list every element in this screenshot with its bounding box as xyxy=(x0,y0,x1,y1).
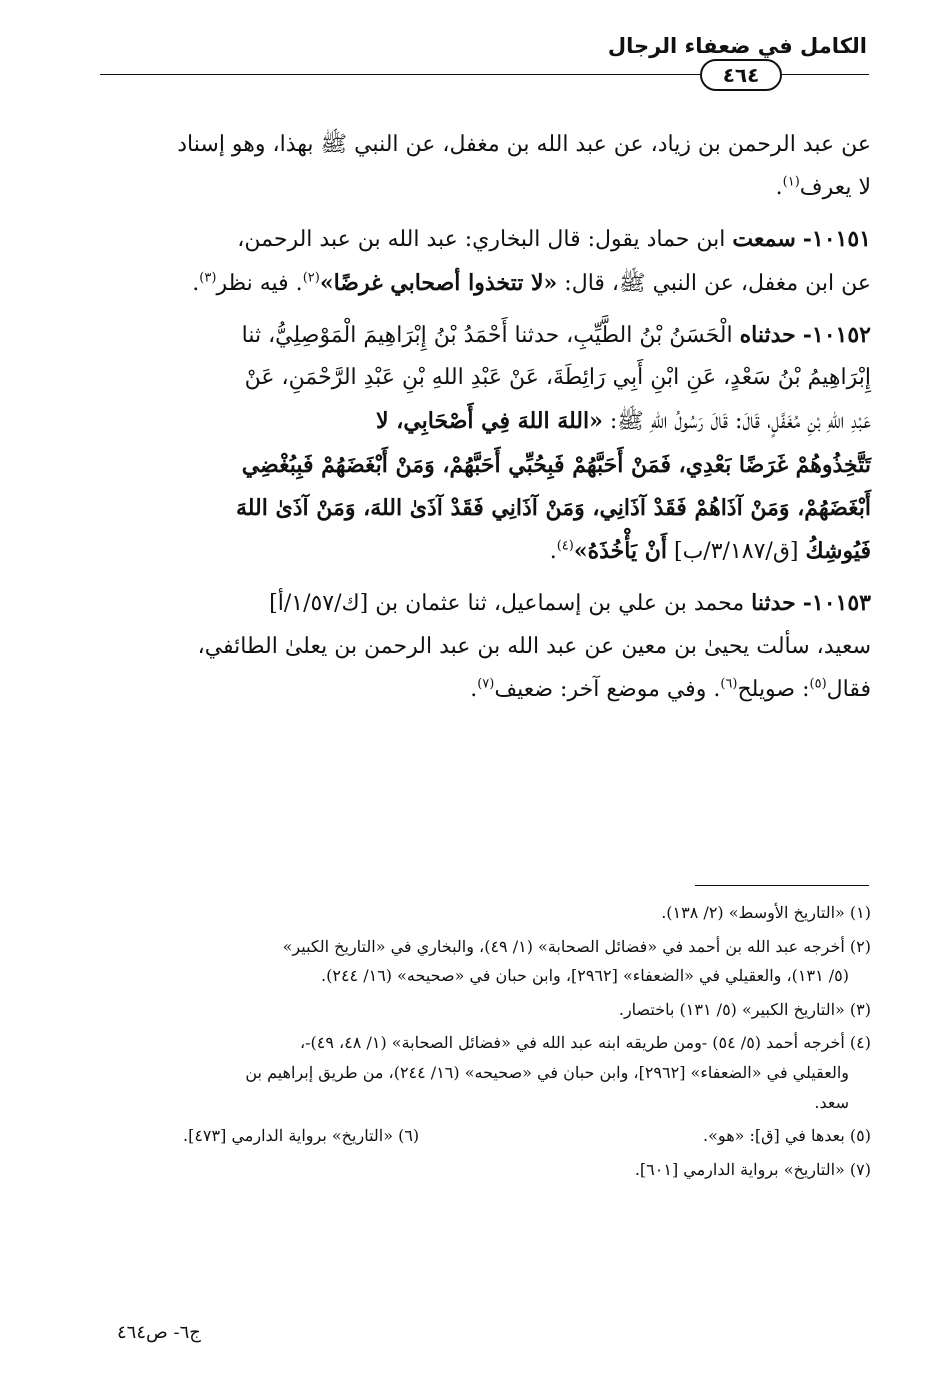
text-span: الْحَسَنُ بْنُ الطَّيِّبِ، حدثنا أَحْمَدُ بْنُ إِبْرَاهِيمَ الْمَوْصِلِيُّ، ثنا xyxy=(241,322,733,348)
footnote-line: (٤) أخرجه أحمد (٥/ ٥٤) -ومن طريقه ابنه عبد الله في «فضائل الصحابة» (١/ ٤٨، ٤٩)-، xyxy=(299,1033,871,1053)
footnote-5: (٥) بعدها في [ق]: «هو». xyxy=(703,1126,871,1146)
running-header-title: الكامل في ضعفاء الرجال xyxy=(607,34,867,58)
text-line: عن عبد الرحمن بن زياد، عن عبد الله بن مغفل، عن النبي ﷺ بهذا، وهو إسناد xyxy=(177,132,871,157)
hadith-text: أَنْ يَأْخُذَهُ» xyxy=(573,538,668,565)
text-line xyxy=(103,262,871,306)
text-line xyxy=(103,669,871,712)
text-span: . فيه نظر xyxy=(216,270,303,296)
main-text xyxy=(103,124,871,712)
text-line xyxy=(103,218,871,262)
text-span: . xyxy=(549,539,557,565)
footnote-line: (٥/ ١٣١)، والعقيلي في «الضعفاء» [٢٩٦٢]، وابن حبان في «صحيحه» (١٦/ ٢٤٤). xyxy=(321,966,849,986)
text-line: سعيد، سألت يحيىٰ بن معين عن عبد الله بن عبد الرحمن بن يعلىٰ الطائفي، xyxy=(197,633,871,659)
text-span: لا يعرف xyxy=(799,174,871,200)
paragraph-continuation xyxy=(103,124,871,210)
hadith-text: «لا تتخذوا أصحابي غرضًا» xyxy=(319,269,558,296)
text-span: : صويلح xyxy=(737,676,810,702)
narration-keyword: سمعت xyxy=(732,225,796,252)
text-line xyxy=(103,314,871,358)
footnote-ref-5[interactable]: (٥) xyxy=(809,676,827,692)
narration-10151 xyxy=(103,218,871,306)
footnote-6: (٦) «التاريخ» برواية الدارمي [٤٧٣]. xyxy=(183,1126,420,1146)
narration-keyword: حدثناه xyxy=(739,321,796,348)
footnotes xyxy=(103,898,871,1188)
text-line xyxy=(103,530,871,574)
narration-10152 xyxy=(103,314,871,574)
text-span: محمد بن علي بن إسماعيل، ثنا عثمان بن [ك/١/٥٧/أ] xyxy=(269,590,745,616)
narration-10153 xyxy=(103,582,871,712)
text-span: . xyxy=(775,174,783,200)
footnote-ref-1[interactable]: (١) xyxy=(782,174,800,190)
footnote-ref-6[interactable]: (٦) xyxy=(720,676,738,692)
narration-number: ١٠١٥١- xyxy=(802,225,871,252)
footnote-ref-3[interactable]: (٣) xyxy=(199,270,217,286)
footnote-separator xyxy=(695,885,869,886)
footnote-line: سعد. xyxy=(814,1092,849,1112)
text-line: إِبْرَاهِيمُ بْنُ سَعْدٍ، عَنِ ابْنِ أَبِي رَائِطَةَ، عَنْ عَبْدِ اللهِ بْنِ عَبْدِ الرَّحْمَنِ، عَنْ xyxy=(244,365,871,391)
text-line xyxy=(103,167,871,210)
hadith-line: تَتَّخِذُوهُمْ غَرَضًا بَعْدِي، فَمَنْ أَحَبَّهُمْ فَبِحُبِّي أَحَبَّهُمْ، وَمَنْ أَبْغَضَهُمْ فَبِبُغْضِي xyxy=(241,452,871,479)
text-span: . xyxy=(470,676,478,702)
text-span: عن ابن مغفل، عن النبي ﷺ، قال: xyxy=(564,270,871,296)
footnote-row-5-6 xyxy=(103,1121,871,1151)
narration-keyword: حدثنا xyxy=(751,589,796,616)
footnote-4 xyxy=(103,1028,871,1117)
text-span: عَبْدِ اللهِ بْنِ مُغَفَّلٍ، قَالَ: قَالَ رَسُولُ اللهِ ﷺ: xyxy=(609,409,871,435)
text-line xyxy=(103,582,871,626)
footnote-line: (٢) أخرجه عبد الله بن أحمد في «فضائل الصحابة» (١/ ٤٩)، والبخاري في «التاريخ الكبير» xyxy=(282,936,871,956)
narration-number: ١٠١٥٢- xyxy=(802,321,871,348)
footnote-ref-4[interactable]: (٤) xyxy=(556,538,574,554)
hadith-text: «اللهَ اللهَ فِي أَصْحَابِي، لا xyxy=(376,408,603,435)
page-number-badge: ٤٦٤ xyxy=(700,59,782,91)
footnote-2 xyxy=(103,932,871,991)
footnote-1: (١) «التاريخ الأوسط» (٢/ ١٣٨). xyxy=(661,903,871,922)
hadith-line: أَبْغَضَهُمْ، وَمَنْ آذَاهُمْ فَقَدْ آذَانِي، وَمَنْ آذَانِي فَقَدْ آذَىٰ اللهَ، وَمَنْ آذَىٰ اللهَ xyxy=(235,495,871,522)
text-span: ابن حماد يقول: قال البخاري: عبد الله بن عبد الرحمن، xyxy=(237,226,726,252)
footnote-7: (٧) «التاريخ» برواية الدارمي [٦٠١]. xyxy=(634,1159,871,1179)
footnote-ref-2[interactable]: (٢) xyxy=(302,270,320,286)
text-span: فقال xyxy=(826,676,871,702)
text-line xyxy=(103,400,871,444)
manuscript-ref: [ق/٣/١٨٧/ب] xyxy=(674,539,799,565)
footnote-3: (٣) «التاريخ الكبير» (٥/ ١٣١) باختصار. xyxy=(618,999,871,1019)
text-span: . وفي موضع آخر: ضعيف xyxy=(494,676,721,702)
narration-number: ١٠١٥٣- xyxy=(802,589,871,616)
text-span: . xyxy=(192,270,200,296)
volume-page-footer: ج٦- ص٤٦٤ xyxy=(117,1322,201,1343)
footnote-line: والعقيلي في «الضعفاء» [٢٩٦٢]، وابن حبان في «صحيحه» (١٦/ ٢٤٤)، من طريق إبراهيم بن xyxy=(245,1062,849,1082)
footnote-ref-7[interactable]: (٧) xyxy=(477,676,495,692)
hadith-text: فَيُوشِكُ xyxy=(805,538,871,565)
